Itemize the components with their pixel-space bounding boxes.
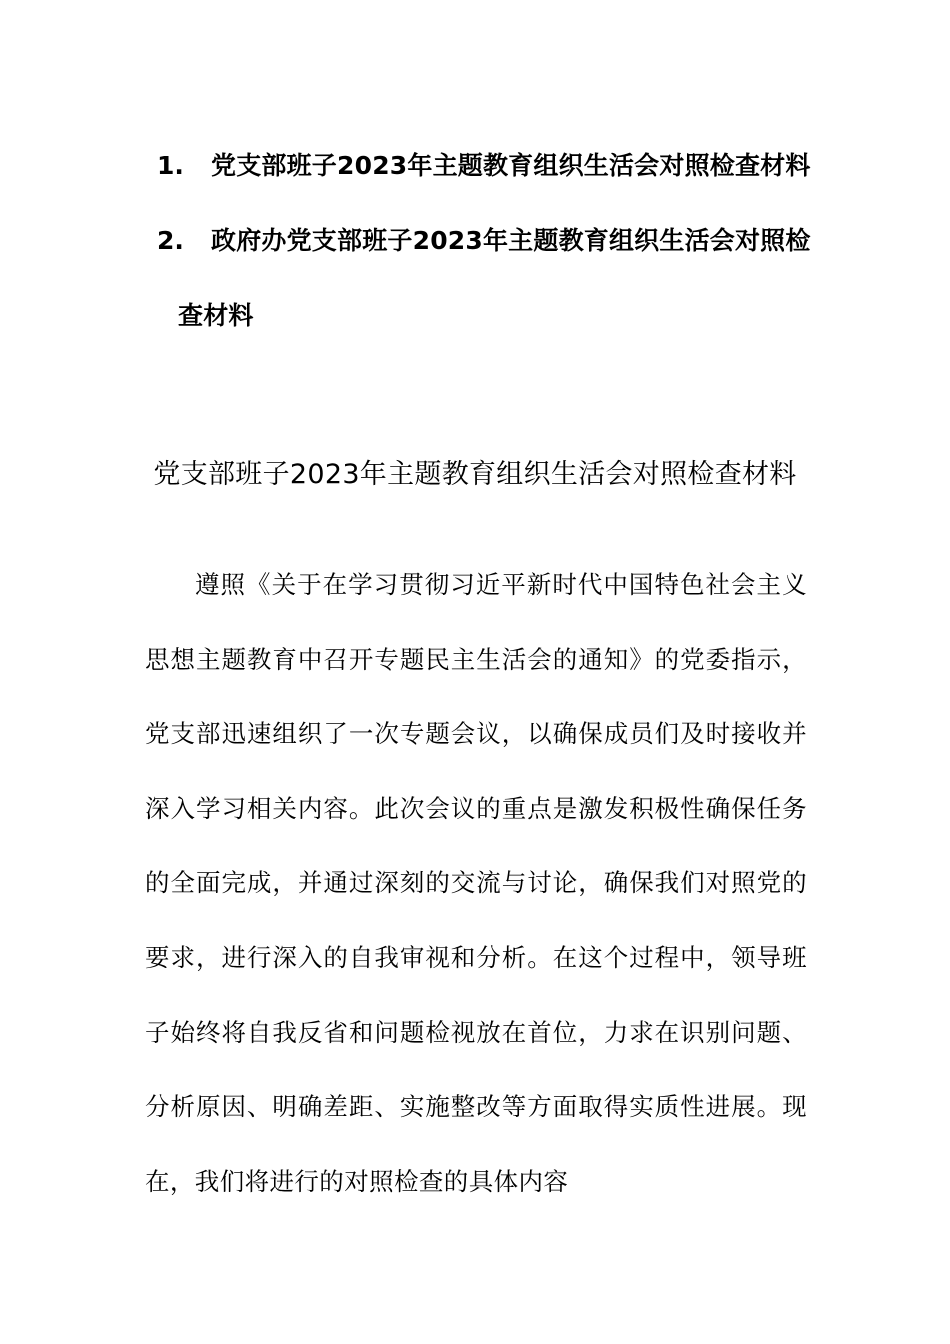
body-paragraph: 遵照《关于在学习贯彻习近平新时代中国特色社会主义思想主题教育中召开专题民主生活会的通知》的党委指示，党支部迅速组织了一次专题会议，以确保成员们及时接收并深入学习相关内容。此次会议的重点是激发积极性确保任务的全面完成，并通过深刻的交流与讨论，确保我们对照党的要求，进行深入的自我审视和分析。在这个过程中，领导班子始终将自我反省和问题检视放在首位，力求在识别问题、分析原因、明确差距、实施整改等方面取得实质性进展。现在，我们将进行的对照检查的具体内容 [145,570,807,1196]
table-of-contents [145,128,815,353]
toc-item[interactable] [145,203,815,353]
toc-item[interactable] [145,128,815,203]
toc-item-number: 1. [157,151,184,180]
toc-item-number: 2. [157,226,184,255]
toc-item-text: 党支部班子2023年主题教育组织生活会对照检查材料 [211,151,811,180]
document-title: 党支部班子2023年主题教育组织生活会对照检查材料 [153,459,797,490]
toc-item-text: 政府办党支部班子2023年主题教育组织生活会对照检查材料 [178,226,811,330]
